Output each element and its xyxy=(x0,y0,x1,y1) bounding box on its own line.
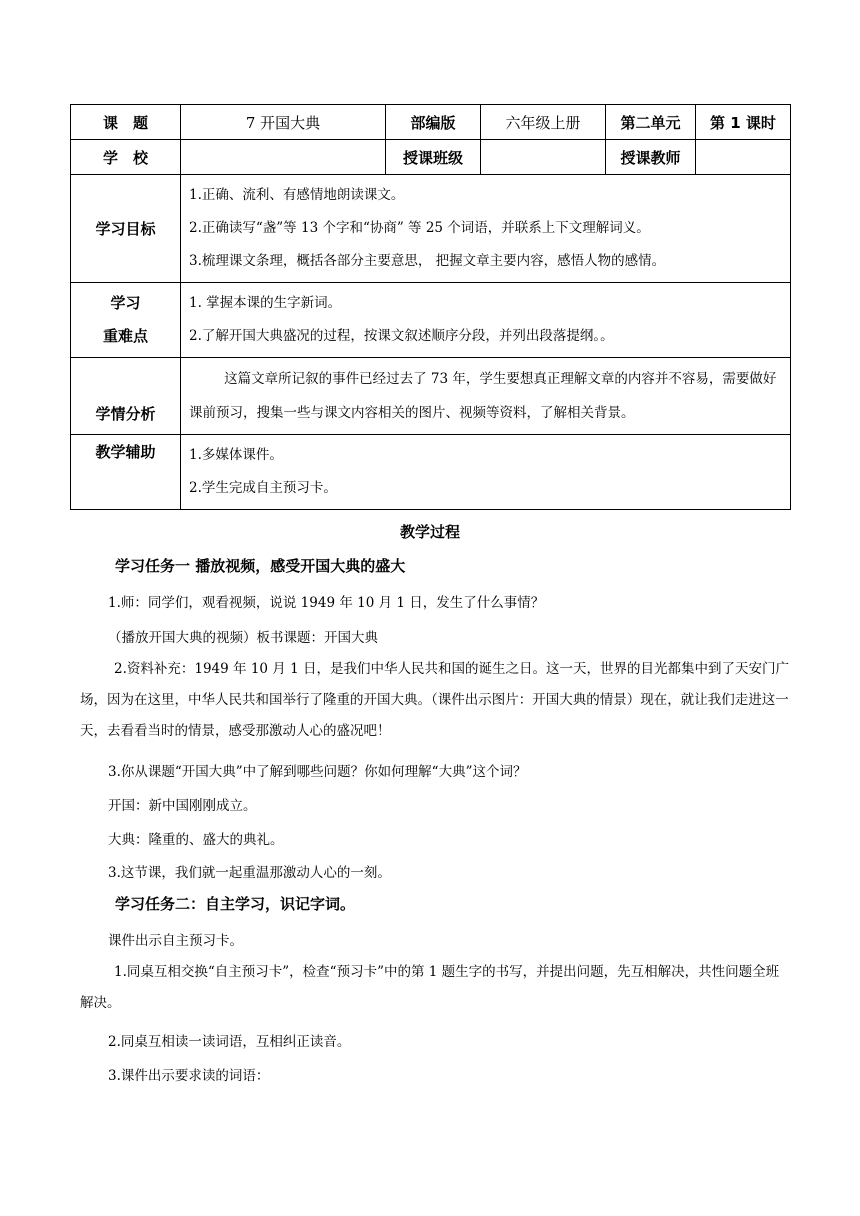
grade-cell: 六年级上册 xyxy=(481,105,606,140)
unit-cell: 第二单元 xyxy=(606,105,696,140)
task1-paragraph: 2.资料补充：1949 年 10 月 1 日，是我们中华人民共和国的诞生之日。这一天，世界的目光都集中到了天安门广场，因为在这里，中华人民共和国举行了隆重的开国大典。（课件出示图片：开国大典的情景）现在，就让我们走进这一天，去看看当时的情景，感受那激动人心的盛况吧！ xyxy=(80,661,789,739)
key-item: 2.了解开国大典盛况的过程，按课文叙述顺序分段，并列出段落提纲。。 xyxy=(189,328,614,344)
task1-line: 3.这节课，我们就一起重温那激动人心的一刻。 xyxy=(108,865,391,881)
goal-item: 1.正确、流利、有感情地朗读课文。 xyxy=(189,187,405,203)
task1-line: 大典：隆重的、盛大的典礼。 xyxy=(108,832,284,848)
edition-cell: 部编版 xyxy=(386,105,481,140)
aids-content xyxy=(181,435,791,510)
teacher-label: 授课教师 xyxy=(606,140,696,175)
class-label: 授课班级 xyxy=(386,140,481,175)
task1-heading: 学习任务一 播放视频，感受开国大典的盛大 xyxy=(115,557,406,575)
table-row xyxy=(71,435,791,510)
task1-line: 1.师：同学们，观看视频，说说 1949 年 10 月 1 日，发生了什么事情？ xyxy=(108,595,545,611)
aids-label: 教学辅助 xyxy=(71,435,181,510)
table-row xyxy=(71,283,791,358)
task2-paragraph: 1.同桌互相交换“自主预习卡”，检查“预习卡”中的第 1 题生字的书写，并提出问题，先互相解决，共性问题全班解决。 xyxy=(80,964,780,1011)
task1-line: 开国：新中国刚刚成立。 xyxy=(108,798,257,814)
teacher-value xyxy=(696,140,791,175)
section-title: 教学过程 xyxy=(399,523,460,541)
task2-line: 3.课件出示要求读的词语： xyxy=(108,1068,270,1084)
lesson-info-table xyxy=(70,104,791,510)
lesson-title: 7 开国大典 xyxy=(181,105,386,140)
table-row xyxy=(71,140,791,175)
key-label-line: 学习 xyxy=(110,294,141,312)
goal-item: 3.梳理课文条理，概括各部分主要意思， 把握文章主要内容，感悟人物的感情。 xyxy=(189,253,666,269)
task1-line: 3.你从课题“开国大典”中了解到哪些问题？你如何理解“大典”这个词？ xyxy=(108,764,527,780)
school-label: 学 校 xyxy=(71,140,181,175)
table-row xyxy=(71,358,791,435)
class-value xyxy=(481,140,606,175)
analysis-label: 学情分析 xyxy=(71,358,181,435)
table-row xyxy=(71,105,791,140)
key-label-line: 重难点 xyxy=(102,327,148,345)
period-cell: 第 1 课时 xyxy=(696,105,791,140)
topic-label: 课 题 xyxy=(71,105,181,140)
goal-item: 2.正确读写“盏”等 13 个字和“协商” 等 25 个词语，并联系上下文理解词义。 xyxy=(189,220,650,236)
table-row xyxy=(71,175,791,283)
goals-content xyxy=(181,175,791,283)
analysis-text: 这篇文章所记叙的事件已经过去了 73 年，学生要想真正理解文章的内容并不容易，需要做好课前预习，搜集一些与课文内容相关的图片、视频等资料，了解相关背景。 xyxy=(181,358,791,435)
goals-label: 学习目标 xyxy=(71,175,181,283)
key-points-content xyxy=(181,283,791,358)
task2-line: 2.同桌互相读一读词语，互相纠正读音。 xyxy=(108,1034,351,1050)
aid-item: 1.多媒体课件。 xyxy=(189,447,283,463)
task2-line: 课件出示自主预习卡。 xyxy=(108,933,243,949)
task2-heading: 学习任务二：自主学习，识记字词。 xyxy=(115,895,356,913)
task1-line: （播放开国大典的视频）板书课题：开国大典 xyxy=(108,630,378,646)
key-item: 1. 掌握本课的生字新词。 xyxy=(189,295,342,311)
aid-item: 2.学生完成自主预习卡。 xyxy=(189,480,337,496)
school-value xyxy=(181,140,386,175)
key-points-label xyxy=(71,283,181,358)
